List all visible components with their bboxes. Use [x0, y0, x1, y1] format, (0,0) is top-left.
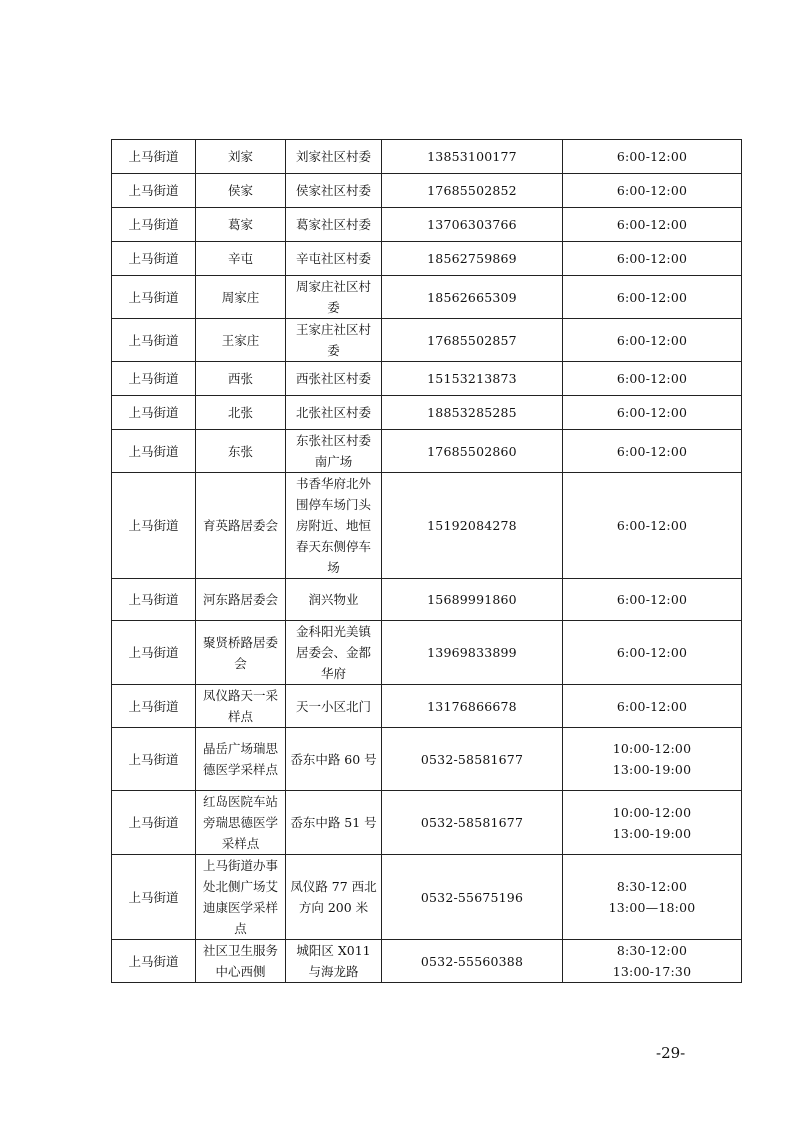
place-cell: 岙东中路 51 号: [286, 791, 382, 855]
time-slot: 6:00-12:00: [616, 518, 688, 533]
community-cell: 侯家: [196, 174, 286, 208]
page-number: -29-: [656, 1044, 686, 1062]
time-cell: [563, 791, 742, 855]
table-row: [112, 855, 742, 940]
time-slot: 6:00-12:00: [616, 443, 688, 459]
time-cell: [563, 855, 742, 940]
time-slot: 6:00-12:00: [616, 405, 688, 420]
place-cell: 书香华府北外围停车场门头房附近、地恒春天东侧停车场: [286, 473, 382, 579]
community-cell: 葛家: [196, 208, 286, 242]
time-slot: 10:00-12:00: [612, 804, 692, 820]
phone-cell: 0532-58581677: [382, 791, 563, 855]
place-cell: 王家庄社区村委: [286, 319, 382, 362]
street-cell: 上马街道: [112, 276, 196, 319]
time-slot: 6:00-12:00: [616, 251, 688, 266]
phone-cell: 13969833899: [382, 621, 563, 685]
phone-cell: 0532-55560388: [382, 940, 563, 983]
street-cell: 上马街道: [112, 855, 196, 940]
time-cell: [563, 685, 742, 728]
time-slot: 6:00-12:00: [616, 332, 688, 348]
time-cell: [563, 940, 742, 983]
phone-cell: 0532-55675196: [382, 855, 563, 940]
phone-cell: 18562759869: [382, 242, 563, 276]
community-cell: 社区卫生服务中心西侧: [196, 940, 286, 983]
community-cell: 西张: [196, 362, 286, 396]
time-slot: 13:00-19:00: [612, 762, 692, 777]
table-row: [112, 430, 742, 473]
table-row: [112, 208, 742, 242]
place-cell: 城阳区 X011 与海龙路: [286, 940, 382, 983]
street-cell: 上马街道: [112, 140, 196, 174]
phone-cell: 0532-58581677: [382, 728, 563, 791]
street-cell: 上马街道: [112, 728, 196, 791]
street-cell: 上马街道: [112, 362, 196, 396]
street-cell: 上马街道: [112, 430, 196, 473]
place-cell: 金科阳光美镇居委会、金都华府: [286, 621, 382, 685]
community-cell: 凤仪路天一采样点: [196, 685, 286, 728]
street-cell: 上马街道: [112, 319, 196, 362]
street-cell: 上马街道: [112, 579, 196, 621]
time-cell: [563, 621, 742, 685]
time-slot: 6:00-12:00: [616, 149, 688, 164]
sampling-site-table: [111, 139, 742, 983]
table-row: [112, 276, 742, 319]
time-cell: [563, 430, 742, 473]
table-row: [112, 319, 742, 362]
time-slot: 8:30-12:00: [616, 879, 688, 894]
place-cell: 辛屯社区村委: [286, 242, 382, 276]
time-slot: 13:00-17:30: [612, 964, 692, 979]
community-cell: 晶岳广场瑞思德医学采样点: [196, 728, 286, 791]
table-row: [112, 242, 742, 276]
table-row: [112, 174, 742, 208]
phone-cell: 13706303766: [382, 208, 563, 242]
table-row: [112, 728, 742, 791]
time-slot: 6:00-12:00: [616, 698, 688, 714]
table-row: [112, 362, 742, 396]
time-slot: 8:30-12:00: [616, 943, 688, 958]
phone-cell: 15689991860: [382, 579, 563, 621]
street-cell: 上马街道: [112, 791, 196, 855]
place-cell: 刘家社区村委: [286, 140, 382, 174]
table-row: [112, 473, 742, 579]
phone-cell: 17685502857: [382, 319, 563, 362]
time-slot: 6:00-12:00: [616, 645, 688, 660]
phone-cell: 18562665309: [382, 276, 563, 319]
community-cell: 周家庄: [196, 276, 286, 319]
time-cell: [563, 208, 742, 242]
phone-cell: 17685502852: [382, 174, 563, 208]
time-slot: 13:00—18:00: [608, 900, 696, 915]
community-cell: 聚贤桥路居委会: [196, 621, 286, 685]
table-row: [112, 791, 742, 855]
street-cell: 上马街道: [112, 940, 196, 983]
table-row: [112, 685, 742, 728]
place-cell: 周家庄社区村委: [286, 276, 382, 319]
phone-cell: 13853100177: [382, 140, 563, 174]
community-cell: 红岛医院车站旁瑞思德医学采样点: [196, 791, 286, 855]
community-cell: 东张: [196, 430, 286, 473]
time-cell: [563, 728, 742, 791]
time-cell: [563, 473, 742, 579]
place-cell: 西张社区村委: [286, 362, 382, 396]
street-cell: 上马街道: [112, 685, 196, 728]
time-slot: 6:00-12:00: [616, 183, 688, 198]
phone-cell: 15192084278: [382, 473, 563, 579]
community-cell: 王家庄: [196, 319, 286, 362]
time-cell: [563, 319, 742, 362]
time-cell: [563, 396, 742, 430]
community-cell: 刘家: [196, 140, 286, 174]
place-cell: 葛家社区村委: [286, 208, 382, 242]
street-cell: 上马街道: [112, 473, 196, 579]
community-cell: 北张: [196, 396, 286, 430]
time-slot: 6:00-12:00: [616, 371, 688, 386]
time-slot: 13:00-19:00: [612, 825, 692, 841]
street-cell: 上马街道: [112, 174, 196, 208]
phone-cell: 17685502860: [382, 430, 563, 473]
community-cell: 辛屯: [196, 242, 286, 276]
street-cell: 上马街道: [112, 208, 196, 242]
table-row: [112, 579, 742, 621]
place-cell: 东张社区村委南广场: [286, 430, 382, 473]
place-cell: 凤仪路 77 西北方向 200 米: [286, 855, 382, 940]
community-cell: 上马街道办事处北侧广场艾迪康医学采样点: [196, 855, 286, 940]
time-slot: 10:00-12:00: [612, 741, 692, 756]
time-cell: [563, 579, 742, 621]
place-cell: 侯家社区村委: [286, 174, 382, 208]
table-row: [112, 940, 742, 983]
table-body: [112, 140, 742, 983]
time-slot: 6:00-12:00: [616, 592, 688, 607]
time-cell: [563, 276, 742, 319]
time-slot: 6:00-12:00: [616, 217, 688, 232]
time-cell: [563, 174, 742, 208]
table-row: [112, 140, 742, 174]
community-cell: 育英路居委会: [196, 473, 286, 579]
place-cell: 岙东中路 60 号: [286, 728, 382, 791]
phone-cell: 13176866678: [382, 685, 563, 728]
time-cell: [563, 362, 742, 396]
street-cell: 上马街道: [112, 621, 196, 685]
place-cell: 润兴物业: [286, 579, 382, 621]
time-slot: 6:00-12:00: [616, 289, 688, 305]
time-cell: [563, 140, 742, 174]
table-row: [112, 621, 742, 685]
table-row: [112, 396, 742, 430]
phone-cell: 18853285285: [382, 396, 563, 430]
place-cell: 天一小区北门: [286, 685, 382, 728]
place-cell: 北张社区村委: [286, 396, 382, 430]
time-cell: [563, 242, 742, 276]
phone-cell: 15153213873: [382, 362, 563, 396]
street-cell: 上马街道: [112, 242, 196, 276]
community-cell: 河东路居委会: [196, 579, 286, 621]
street-cell: 上马街道: [112, 396, 196, 430]
